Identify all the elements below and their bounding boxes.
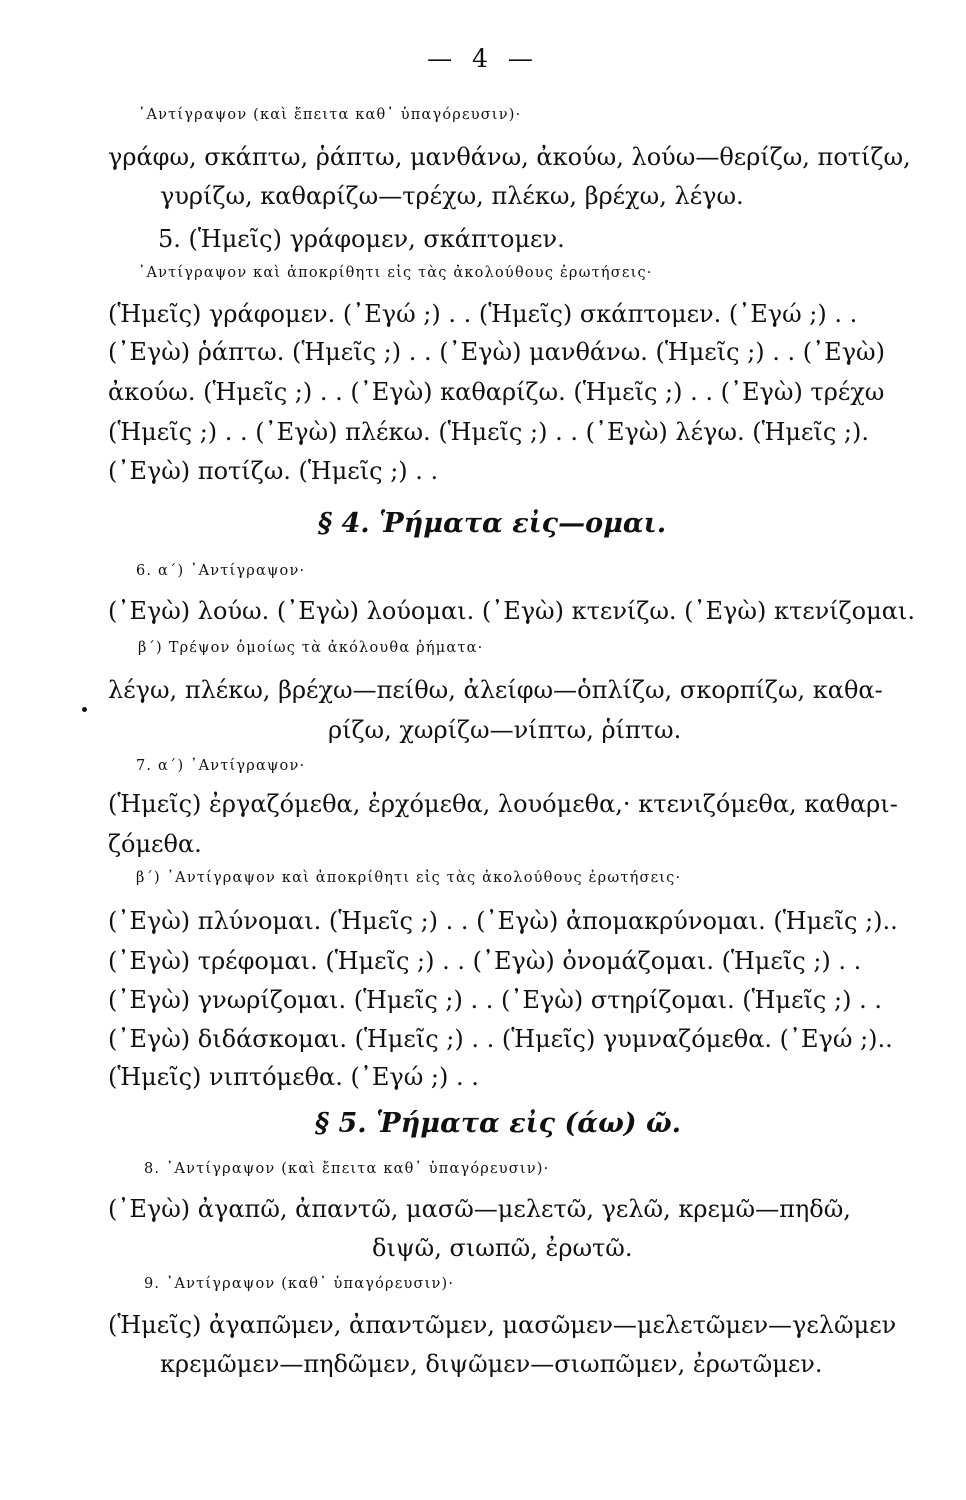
exercise-line: (Ἡμεῖς) γράφομεν. (᾿Εγώ ;) . . (Ἡμεῖς) σκάπτομεν. (᾿Εγώ ;) . . xyxy=(108,300,858,328)
exercise-line: (᾿Εγὼ) λούω. (᾿Εγὼ) λούομαι. (᾿Εγὼ) κτενίζω. (᾿Εγὼ) κτενίζομαι. xyxy=(108,597,915,625)
exercise-line: ἀκούω. (Ἡμεῖς ;) . . (᾿Εγὼ) καθαρίζω. (Ἡμεῖς ;) . . (᾿Εγὼ) τρέχω xyxy=(108,378,885,406)
exercise-line: λέγω, πλέκω, βρέχω—πείθω, ἀλείφω—ὁπλίζω, σκορπίζω, καθα- xyxy=(108,676,883,704)
exercise-line: (Ἡμεῖς) ἀγαπῶμεν, ἀπαντῶμεν, μασῶμεν—μελετῶμεν—γελῶμεν xyxy=(108,1311,897,1339)
exercise-instruction: β΄) ᾿Αντίγραψον καὶ ἀποκρίθητι εἰς τὰς ἀκολούθους ἐρωτήσεις· xyxy=(136,870,682,886)
exercise-line: κρεμῶμεν—πηδῶμεν, διψῶμεν—σιωπῶμεν, ἐρωτῶμεν. xyxy=(160,1350,823,1378)
exercise-instruction: 6. α΄) ᾿Αντίγραψον· xyxy=(136,563,306,579)
exercise-line: (᾿Εγὼ) ἀγαπῶ, ἀπαντῶ, μασῶ—μελετῶ, γελῶ, κρεμῶ—πηδῶ, xyxy=(108,1195,851,1223)
exercise-line: (᾿Εγὼ) πλύνομαι. (Ἡμεῖς ;) . . (᾿Εγὼ) ἀπομακρύνομαι. (Ἡμεῖς ;).. xyxy=(108,907,898,935)
section-heading: § 4. Ῥήματα εἰς—ομαι. xyxy=(318,508,667,539)
exercise-line: (᾿Εγὼ) ποτίζω. (Ἡμεῖς ;) . . xyxy=(108,457,439,485)
section-heading: § 5. Ῥήματα εἰς (άω) ῶ. xyxy=(315,1108,682,1139)
exercise-line: γυρίζω, καθαρίζω—τρέχω, πλέκω, βρέχω, λέγω. xyxy=(160,182,744,210)
exercise-line: ρίζω, χωρίζω—νίπτω, ῥίπτω. xyxy=(328,716,682,744)
exercise-line: (Ἡμεῖς) ἐργαζόμεθα, ἐρχόμεθα, λουόμεθα,· κτενιζόμεθα, καθαρι- xyxy=(108,790,898,818)
exercise-instruction: 8. ᾿Αντίγραψον (καὶ ἔπειτα καθ᾿ ὑπαγόρευσιν)· xyxy=(144,1161,550,1177)
exercise-line: (᾿Εγὼ) τρέφομαι. (Ἡμεῖς ;) . . (᾿Εγὼ) ὀνομάζομαι. (Ἡμεῖς ;) . . xyxy=(108,947,862,975)
exercise-line: (᾿Εγὼ) γνωρίζομαι. (Ἡμεῖς ;) . . (᾿Εγὼ) στηρίζομαι. (Ἡμεῖς ;) . . xyxy=(108,986,882,1014)
exercise-line: ζόμεθα. xyxy=(108,830,202,858)
page-number: — 4 — xyxy=(427,44,539,73)
exercise-line: (᾿Εγὼ) διδάσκομαι. (Ἡμεῖς ;) . . (Ἡμεῖς) γυμναζόμεθα. (᾿Εγώ ;).. xyxy=(108,1025,893,1053)
exercise-line: (Ἡμεῖς ;) . . (᾿Εγὼ) πλέκω. (Ἡμεῖς ;) . . (᾿Εγὼ) λέγω. (Ἡμεῖς ;). xyxy=(108,418,869,446)
exercise-instruction: β΄) Τρέψον ὁμοίως τὰ ἀκόλουθα ῥήματα· xyxy=(138,640,484,656)
exercise-line: γράφω, σκάπτω, ῥάπτω, μανθάνω, ἀκούω, λούω—θερίζω, ποτίζω, xyxy=(108,143,911,171)
exercise-instruction: 7. α΄) ᾿Αντίγραψον· xyxy=(136,758,306,774)
exercise-line: (᾿Εγὼ) ῥάπτω. (Ἡμεῖς ;) . . (᾿Εγὼ) μανθάνω. (Ἡμεῖς ;) . . (᾿Εγὼ) xyxy=(108,338,885,366)
exercise-instruction: ᾿Αντίγραψον καὶ ἀποκρίθητι εἰς τὰς ἀκολούθους ἐρωτήσεις· xyxy=(138,265,653,281)
margin-mark xyxy=(82,707,87,712)
exercise-line: διψῶ, σιωπῶ, ἐρωτῶ. xyxy=(372,1234,633,1262)
exercise-instruction: ᾿Αντίγραψον (καὶ ἔπειτα καθ᾿ ὑπαγόρευσιν)· xyxy=(138,107,522,123)
exercise-line: (Ἡμεῖς) νιπτόμεθα. (᾿Εγώ ;) . . xyxy=(108,1063,479,1091)
exercise-instruction: 9. ᾿Αντίγραψον (καθ᾿ ὑπαγόρευσιν)· xyxy=(144,1276,455,1292)
exercise-line: 5. (Ἡμεῖς) γράφομεν, σκάπτομεν. xyxy=(158,225,565,253)
